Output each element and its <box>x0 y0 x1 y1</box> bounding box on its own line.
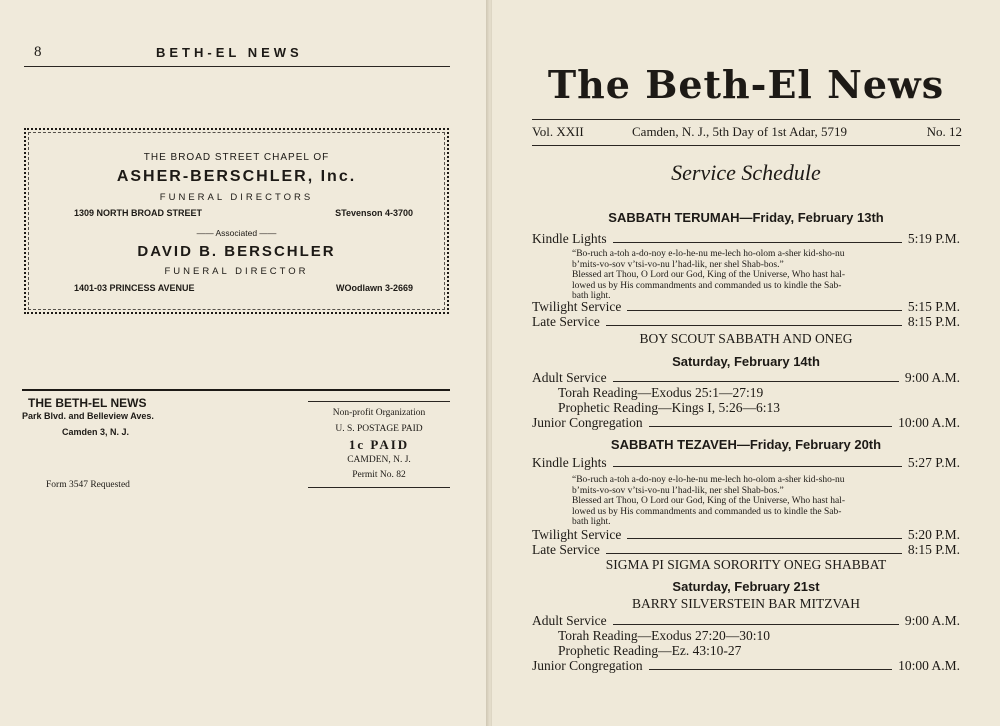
s2-heading: Saturday, February 14th <box>672 354 820 369</box>
running-header: BETH-EL NEWS <box>156 45 303 60</box>
s2-torah: Torah Reading—Exodus 25:1—27:19 <box>558 385 764 400</box>
kindle-time: 5:19 P.M. <box>907 231 960 246</box>
permit-line3: 1c PAID <box>348 437 410 452</box>
s2-junior-row <box>532 415 960 431</box>
masthead: The Beth-El News <box>547 62 945 107</box>
leader <box>606 325 902 326</box>
s4-heading: Saturday, February 21st <box>672 579 820 594</box>
junior-label: Junior Congregation <box>532 658 643 673</box>
late-time: 8:15 P.M. <box>907 314 960 329</box>
form-requested: Form 3547 Requested <box>46 480 130 490</box>
ad-phone1: STevenson 4-3700 <box>335 208 413 218</box>
junior-time: 10:00 A.M. <box>898 415 960 430</box>
page-number: 8 <box>34 44 42 60</box>
blessing-line: Blessed art Thou, O Lord our God, King of the Universe, Who hast hal- <box>572 270 845 280</box>
junior-label: Junior Congregation <box>532 415 643 430</box>
blessing-line: bath light. <box>572 517 611 527</box>
leader <box>627 538 901 539</box>
s1-twilight-row <box>532 299 960 315</box>
permit-line4: CAMDEN, N. J. <box>347 454 411 465</box>
adult-time: 9:00 A.M. <box>904 370 960 385</box>
s2-prophetic: Prophetic Reading—Kings I, 5:26—6:13 <box>558 400 780 415</box>
blessing-line: b’mits-vo-sov v’tsi-vo-nu l’had-lik, ner shel Shab-bos.” <box>572 259 784 270</box>
volume: Vol. XXII <box>532 124 584 139</box>
blessing-line: bath light. <box>572 291 611 301</box>
late-label: Late Service <box>532 314 600 329</box>
section-title: Service Schedule <box>671 160 821 185</box>
leader <box>613 624 899 625</box>
blessing-line: lowed us by His commandments and commanded us to kindle the Sab- <box>572 280 842 291</box>
kindle-label: Kindle Lights <box>532 455 607 470</box>
kindle-time: 5:27 P.M. <box>907 455 960 470</box>
s1-note: BOY SCOUT SABBATH AND ONEG <box>639 331 853 346</box>
late-label: Late Service <box>532 542 600 557</box>
s4-junior-row <box>532 658 960 674</box>
left-page <box>0 0 488 726</box>
twilight-time: 5:15 P.M. <box>907 299 960 314</box>
ad-firm1: ASHER-BERSCHLER, Inc. <box>116 168 357 185</box>
leader <box>649 669 892 670</box>
permit-line2: U. S. POSTAGE PAID <box>335 423 423 434</box>
s3-twilight-row <box>532 527 960 543</box>
ad-address2: 1401-03 PRINCESS AVENUE <box>74 283 195 293</box>
s3-blessing <box>572 475 942 528</box>
twilight-label: Twilight Service <box>532 299 622 314</box>
blessing-line: lowed us by His commandments and commanded us to kindle the Sab- <box>572 506 842 517</box>
ad-line1: THE BROAD STREET CHAPEL OF <box>143 152 330 163</box>
ad-title1: FUNERAL DIRECTORS <box>159 192 314 203</box>
leader <box>606 553 902 554</box>
s4-adult-row <box>532 613 960 629</box>
s2-adult-row <box>532 370 960 386</box>
junior-time: 10:00 A.M. <box>898 658 960 673</box>
permit-line5: Permit No. 82 <box>352 470 406 480</box>
mailer-name: THE BETH-EL NEWS <box>28 396 147 410</box>
issue-number: No. 12 <box>926 124 962 139</box>
s3-note: SIGMA PI SIGMA SORORITY ONEG SHABBAT <box>605 557 887 572</box>
masthead-rule-bottom <box>532 145 960 146</box>
s4-torah: Torah Reading—Exodus 27:20—30:10 <box>558 628 771 643</box>
blessing-line: “Bo-ruch a-toh a-do-noy e-lo-he-nu me-lech ho-olom a-sher kid-sho-nu <box>572 475 845 485</box>
s1-heading: SABBATH TERUMAH—Friday, February 13th <box>608 210 884 225</box>
blessing-line: b’mits-vo-sov v’tsi-vo-nu l’had-lik, ner shel Shab-bos.” <box>572 485 784 496</box>
twilight-label: Twilight Service <box>532 527 622 542</box>
ad-title2: FUNERAL DIRECTOR <box>164 266 309 277</box>
ad-associated: —— Associated —— <box>196 228 277 238</box>
masthead-rule-top <box>532 119 960 120</box>
adult-time: 9:00 A.M. <box>904 613 960 628</box>
late-time: 8:15 P.M. <box>907 542 960 557</box>
leader <box>613 381 899 382</box>
blessing-line: Blessed art Thou, O Lord our God, King of the Universe, Who hast hal- <box>572 496 845 506</box>
mailer-rule <box>22 389 450 391</box>
leader <box>649 426 892 427</box>
header-rule <box>24 66 450 67</box>
s1-late-row <box>532 314 960 330</box>
s4-note: BARRY SILVERSTEIN BAR MITZVAH <box>632 596 860 611</box>
adult-label: Adult Service <box>532 370 607 385</box>
s1-kindle-row <box>532 231 960 247</box>
s3-kindle-row <box>532 455 960 471</box>
ad-phone2: WOodlawn 3-2669 <box>335 283 413 293</box>
s3-heading: SABBATH TEZAVEH—Friday, February 20th <box>610 437 882 452</box>
mailer-address2: Camden 3, N. J. <box>62 427 130 437</box>
leader <box>627 310 901 311</box>
right-page <box>492 0 1000 726</box>
leader <box>613 242 902 243</box>
twilight-time: 5:20 P.M. <box>907 527 960 542</box>
adult-label: Adult Service <box>532 613 607 628</box>
ad-address1: 1309 NORTH BROAD STREET <box>74 208 203 218</box>
kindle-label: Kindle Lights <box>532 231 607 246</box>
permit-line1: Non-profit Organization <box>332 408 426 418</box>
s1-blessing <box>572 249 942 302</box>
permit-bottom-rule <box>308 487 450 488</box>
postage-permit <box>308 406 450 484</box>
ad-firm2: DAVID B. BERSCHLER <box>137 243 336 260</box>
s4-prophetic: Prophetic Reading—Ez. 43:10-27 <box>558 643 742 658</box>
leader <box>613 466 902 467</box>
funeral-ad <box>24 128 449 314</box>
dateline: Camden, N. J., 5th Day of 1st Adar, 5719 <box>632 124 848 139</box>
blessing-line: “Bo-ruch a-toh a-do-noy e-lo-he-nu me-lech ho-olom a-sher kid-sho-nu <box>572 249 845 259</box>
mailer-address1: Park Blvd. and Belleview Aves. <box>22 411 154 421</box>
permit-top-rule <box>308 401 450 402</box>
s3-late-row <box>532 542 960 558</box>
